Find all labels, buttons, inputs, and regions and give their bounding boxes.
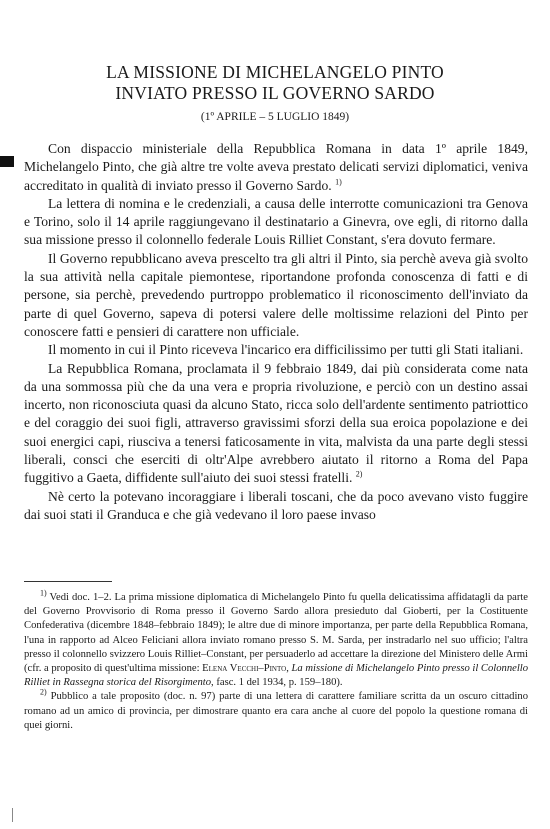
paragraph-6: Nè certo la potevano incoraggiare i liberali toscani, che da poco avevano visto fuggire dai suoi stati il Granduca e che già vedevano il loro paese invaso — [24, 488, 528, 522]
paragraph-4: Il momento in cui il Pinto riceveva l'incarico era difficilissimo per tutti gli Stati italiani. — [48, 342, 524, 358]
footnote-ref-2: 2) — [355, 469, 363, 479]
paragraph-3: Il Governo repubblicano aveva prescelto tra gli altri il Pinto, sia perchè aveva già svolto la sua attività nella capitale piemontese, riportandone profonda conoscenza di fatti e di persone, sia perchè, prevedendo purtroppo problematico il riconoscimento dell'inviato da parte di quel Governo, sapeva di potersi valere delle moltissime relazioni del Pinto per conoscere fatti e pensieri di carattere non ufficiale. — [24, 250, 528, 339]
chapter-title-line-2: INVIATO PRESSO IL GOVERNO SARDO — [115, 83, 435, 103]
footnote-number: 1) — [40, 588, 47, 598]
paragraph-1: Con dispaccio ministeriale della Repubblica Romana in data 1º aprile 1849, Michelangelo Pinto, che già altre tre volte aveva prestato delicati servizi diplomatici, veniva accreditato in qualità di inviato presso il Governo Sardo. $^{1)}$ — [24, 141, 528, 193]
margin-marker — [0, 156, 14, 167]
chapter-dates: (1º APRILE – 5 LUGLIO 1849) — [200, 111, 350, 123]
footnote-2: $^{2)}$ Pubblico a tale proposito (doc. n. 97) parte di una lettera di carattere familiare scritta da un oscuro cittadino romano ad un amico di provincia, per dimostrare quanto era cara anche al cuore del popolo la questione romana di quei giorni. — [24, 687, 528, 731]
body-text — [24, 140, 528, 524]
footnote-1: $^{1)}$ Vedi doc. 1–2. La prima missione diplomatica di Michelangelo Pinto fu quella delicatissima affidatagli da parte del Governo Provvisorio di Roma presso il Governo Sardo allora presieduto dal Gioberti, per la Costituente Confederativa (dicembre 1848–febbraio 1849); le altre due di minore importanza, per parte della Repubblica Romana, l'una in rapporto ad Alceo Feliciani allora inviato romano presso S. M. Sarda, per instradarlo nel suo ufficio; l'altra presso il colonnello svizzero Louis Rilliet–Constant, per persuaderlo ad accettare la direzione del Ministero delle Armi (cfr. a proposito di quest'ultima missione: Elena Vecchi–Pinto, La missione di Michelangelo Pinto presso il Colonnello Rilliet in Rassegna storica del Risorgimento, fasc. 1 del 1934, p. 159–180). — [24, 588, 529, 689]
footnote-work: La missione di Michelangelo Pinto presso il Colonnello Rilliet in Rassegna storica del Risorgimento — [24, 663, 529, 689]
footnote-number: 2) — [40, 687, 47, 697]
footnote-author: Elena Vecchi–Pinto — [202, 663, 287, 675]
paragraph-5: La Repubblica Romana, proclamata il 9 febbraio 1849, dai più considerata come nata da una sommossa più che da una vera e propria rivoluzione, e perciò con un destino assai incerto, non riconosciuta quasi da alcuno Stato, ricca solo dell'ardente sentimento patriottico e del coraggio dei suoi figli, attraverso gravissimi sforzi della sua eroica popolazione e dei suoi energici capi, riusciva a tenersi faticosamente in vita, malvista da una parte degli stessi liberali, consci che eserciti di oltr'Alpe avrebbero aiutato il ritorno a Roma del Papa fuggitivo a Gaeta, diffidente sull'aiuto dei suoi stessi fratelli. $^{2)}$ — [24, 360, 528, 486]
paragraph-2: La lettera di nomina e le credenziali, a causa delle interrotte comunicazioni tra Genova e Torino, solo il 14 aprile raggiungevano il destinatario a Ginevra, ove egli, di ritorno dalla sua missione presso il colonnello federale Louis Rilliet Constant, s'era dovuto fermare. — [24, 195, 528, 248]
footnotes — [24, 588, 529, 733]
page-edge-mark — [12, 808, 13, 822]
footnote-separator — [24, 581, 112, 582]
footnote-ref-1: 1) — [335, 177, 342, 187]
chapter-title-line-1: LA MISSIONE DI MICHELANGELO PINTO — [106, 62, 444, 82]
